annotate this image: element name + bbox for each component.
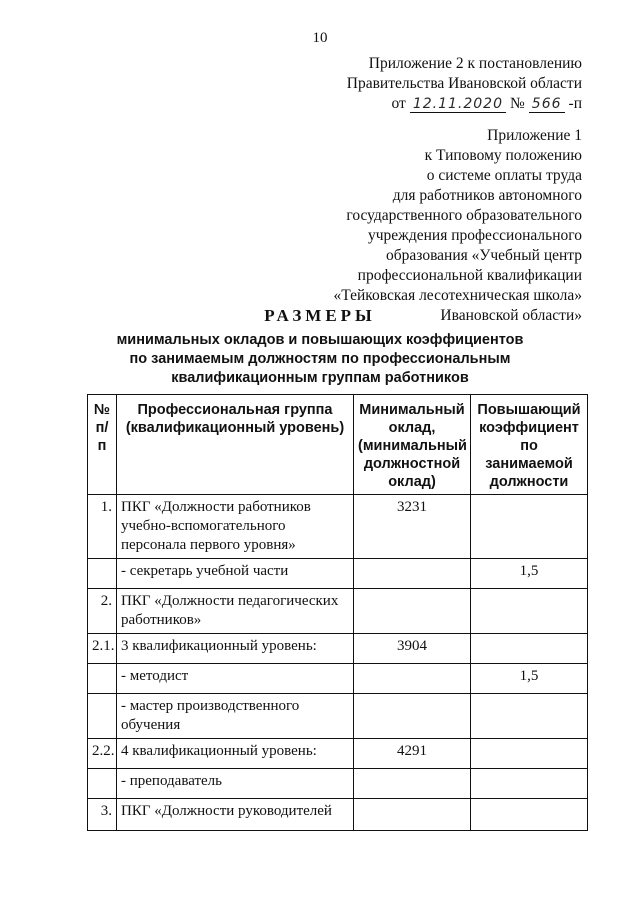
subtitle-line: квалификационным группам работников (171, 370, 469, 386)
subtitle-line: по занимаемым должностям по профессиональным (129, 351, 511, 367)
number-label: № (510, 95, 525, 112)
row-salary: 3231 (354, 495, 471, 559)
handwritten-date: 12.11.2020 (410, 96, 506, 113)
appendix-2-header (347, 54, 582, 114)
row-coefficient (471, 495, 588, 559)
row-number (88, 769, 117, 799)
appendix-1-line: к Типовому положению (424, 147, 582, 164)
row-name: ПКГ «Должности работников учебно-вспомогательного персонала первого уровня» (117, 495, 354, 559)
header-professional-group: Профессиональная группа (квалификационный уровень) (117, 395, 354, 495)
salary-table (87, 394, 588, 831)
row-number (88, 694, 117, 739)
row-coefficient (471, 739, 588, 769)
from-label: от (391, 95, 406, 112)
header-minimum-salary: Минимальный оклад, (минимальный должностной оклад) (354, 395, 471, 495)
row-number (88, 559, 117, 589)
table-row (88, 739, 588, 769)
appendix-1-line: Приложение 1 (487, 127, 582, 144)
row-number: 2. (88, 589, 117, 634)
appendix-1-line: образования «Учебный центр (386, 247, 582, 264)
row-name: - методист (117, 664, 354, 694)
row-salary (354, 694, 471, 739)
table-row (88, 799, 588, 831)
handwritten-number: 566 (529, 96, 565, 113)
number-suffix: -п (568, 95, 582, 112)
row-salary: 4291 (354, 739, 471, 769)
row-name: - мастер производственного обучения (117, 694, 354, 739)
table-header-row (88, 395, 588, 495)
table-row (88, 634, 588, 664)
subtitle-line: минимальных окладов и повышающих коэффициентов (116, 332, 524, 348)
row-name: ПКГ «Должности руководителей (117, 799, 354, 831)
row-number (88, 664, 117, 694)
row-name: 3 квалификационный уровень: (117, 634, 354, 664)
header-coefficient: Повышающий коэффициент по занимаемой должности (471, 395, 588, 495)
appendix-1-line: учреждения профессионального (367, 227, 582, 244)
table-row (88, 589, 588, 634)
row-salary (354, 559, 471, 589)
appendix-2-line-2: Правительства Ивановской области (346, 75, 582, 92)
row-coefficient (471, 799, 588, 831)
table-row (88, 495, 588, 559)
table-row (88, 559, 588, 589)
appendix-1-line: Ивановской области» (440, 307, 582, 324)
appendix-1-header (333, 126, 582, 326)
row-name: - секретарь учебной части (117, 559, 354, 589)
appendix-1-line: профессиональной квалификации (357, 267, 582, 284)
appendix-1-line: «Тейковская лесотехническая школа» (333, 287, 582, 304)
row-salary (354, 664, 471, 694)
row-coefficient (471, 694, 588, 739)
row-coefficient (471, 769, 588, 799)
appendix-2-line-1: Приложение 2 к постановлению (368, 55, 582, 72)
table-row (88, 694, 588, 739)
row-coefficient: 1,5 (471, 664, 588, 694)
row-number: 3. (88, 799, 117, 831)
row-salary (354, 589, 471, 634)
page-number: 10 (312, 30, 328, 46)
row-salary (354, 769, 471, 799)
row-name: ПКГ «Должности педагогических работников» (117, 589, 354, 634)
row-number: 1. (88, 495, 117, 559)
row-name: 4 квалификационный уровень: (117, 739, 354, 769)
row-salary (354, 799, 471, 831)
appendix-1-line: о системе оплаты труда (426, 167, 582, 184)
table-row (88, 664, 588, 694)
row-coefficient: 1,5 (471, 559, 588, 589)
document-subtitle (0, 331, 640, 388)
row-number: 2.2. (88, 739, 117, 769)
table-row (88, 769, 588, 799)
row-salary: 3904 (354, 634, 471, 664)
row-number: 2.1. (88, 634, 117, 664)
appendix-1-line: для работников автономного (392, 187, 582, 204)
row-coefficient (471, 634, 588, 664)
document-title: РАЗМЕРЫ (264, 306, 376, 325)
appendix-1-line: государственного образовательного (346, 207, 582, 224)
row-coefficient (471, 589, 588, 634)
header-number: № п/п (88, 395, 117, 495)
row-name: - преподаватель (117, 769, 354, 799)
appendix-2-date-number (347, 94, 582, 114)
